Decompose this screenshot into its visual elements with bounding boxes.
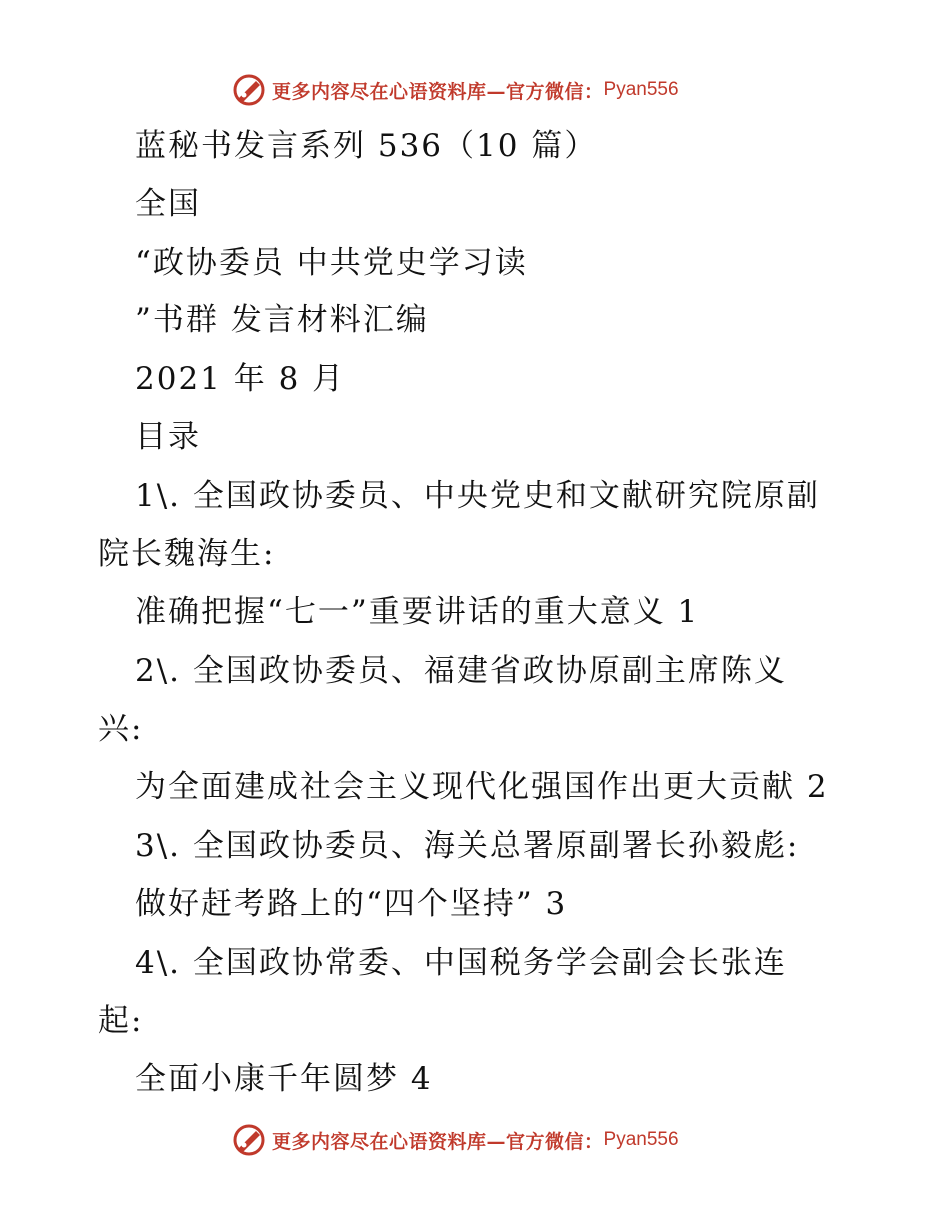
doc-line: 全国 xyxy=(135,186,201,222)
watermark-text: 更多内容尽在心语资料库—官方微信： xyxy=(272,80,604,103)
toc-item-continued: 兴: xyxy=(98,711,144,747)
toc-item-continued: 起: xyxy=(98,1003,144,1039)
footer-watermark xyxy=(232,1122,679,1158)
toc-item-title: 做好赶考路上的“四个坚持” 3 xyxy=(135,886,568,922)
header-watermark xyxy=(232,72,679,108)
toc-item-continued: 院长魏海生: xyxy=(98,536,276,572)
toc-item: 3\. 全国政协委员、海关总署原副署长孙毅彪: xyxy=(135,828,800,864)
toc-heading: 目录 xyxy=(135,419,201,455)
watermark-account: Pyan556 xyxy=(603,1129,679,1150)
toc-item-title: 准确把握“七一”重要讲话的重大意义 1 xyxy=(135,594,700,630)
doc-line: ”书群 发言材料汇编 xyxy=(135,302,429,338)
doc-title: 蓝秘书发言系列 536（10 篇） xyxy=(135,128,598,164)
toc-item-title: 为全面建成社会主义现代化强国作出更大贡献 2 xyxy=(135,769,829,805)
toc-item: 1\. 全国政协委员、中央党史和文献研究院原副 xyxy=(135,478,820,514)
toc-item: 4\. 全国政协常委、中国税务学会副会长张连 xyxy=(135,945,787,981)
pen-circle-logo-icon xyxy=(232,1123,266,1157)
watermark-text: 更多内容尽在心语资料库—官方微信： xyxy=(272,1130,604,1153)
doc-line: “政协委员 中共党史学习读 xyxy=(135,245,528,281)
toc-item-title: 全面小康千年圆梦 4 xyxy=(135,1061,433,1097)
pen-circle-logo-icon xyxy=(232,73,266,107)
toc-item: 2\. 全国政协委员、福建省政协原副主席陈义 xyxy=(135,653,787,689)
doc-date: 2021 年 8 月 xyxy=(135,361,346,397)
watermark-account: Pyan556 xyxy=(603,79,679,100)
